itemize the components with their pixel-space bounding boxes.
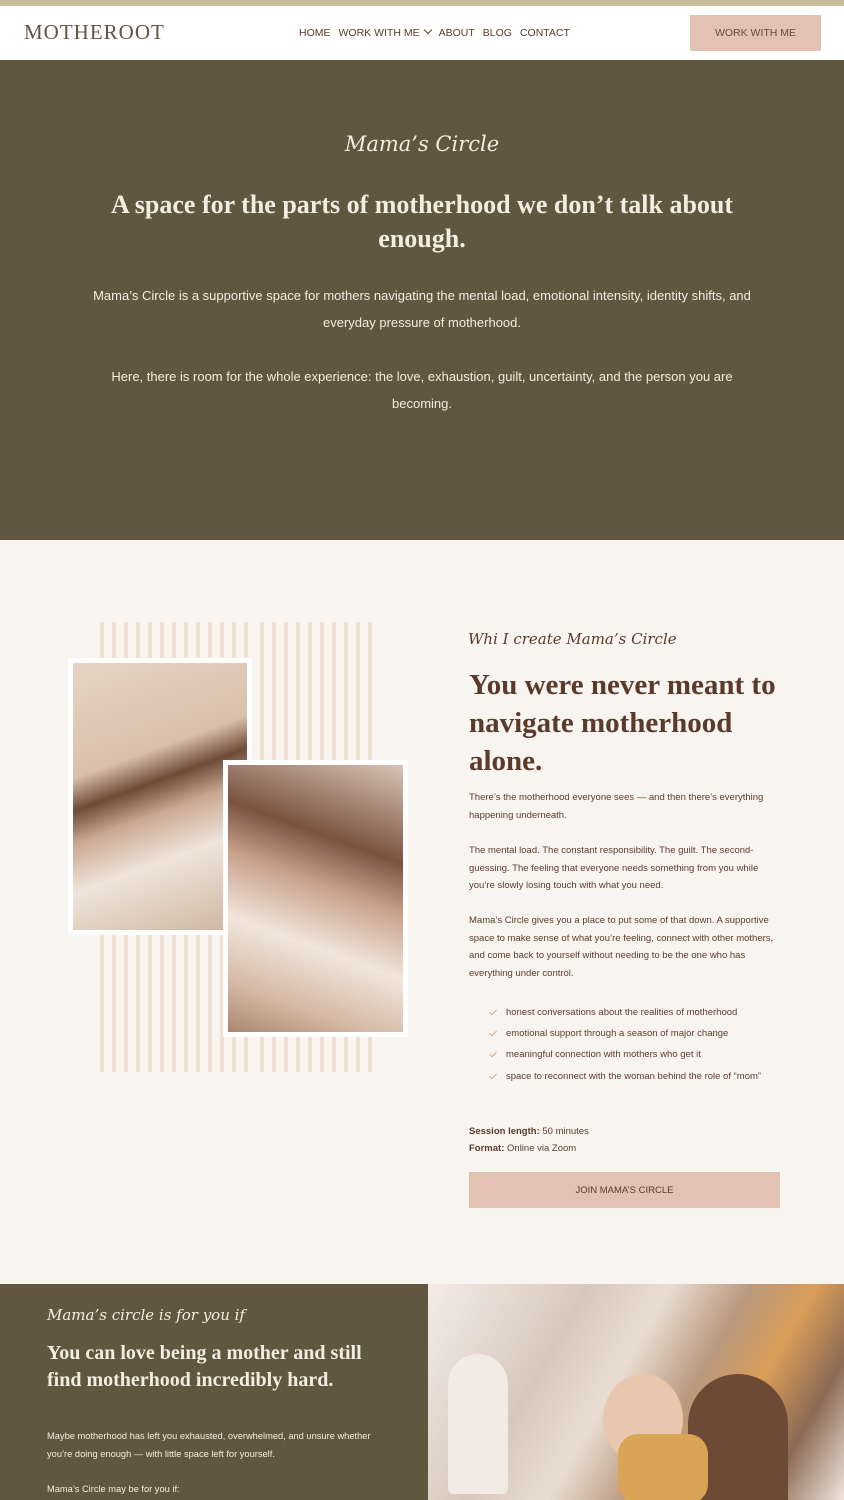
checkmark-icon [489,1071,497,1079]
benefits-list [489,1004,769,1089]
hero-script-heading: Mama’s Circle [344,132,500,156]
list-item: honest conversations about the realities of motherhood [489,1004,769,1021]
join-mamas-circle-button[interactable]: JOIN MAMA’S CIRCLE [469,1172,780,1208]
nav-item-home[interactable]: HOME [299,27,331,39]
hero-paragraph-2: Here, there is room for the whole experience: the love, exhaustion, guilt, uncertainty, and the person you are becoming. [111,369,733,411]
for-you-title: You can love being a mother and still find motherhood incredibly hard. [47,1342,362,1391]
photo-collage [68,622,408,1072]
hero-paragraph-1: Mama’s Circle is a supportive space for mothers navigating the mental load, emotional intensity, identity shifts, and everyday pressure of motherhood. [93,288,751,330]
mother-and-baby-photo [223,760,408,1037]
why-paragraph-3: Mama’s Circle gives you a place to put some of that down. A supportive space to make sense of what you’re feeling, connect with other mothers, and come back to yourself without needing to be the one who has everything under control. [469,915,774,979]
nav-item-work-with-me[interactable] [339,27,431,39]
checkmark-icon [489,1050,497,1058]
list-item: meaningful connection with mothers who get it [489,1046,769,1063]
site-header [0,6,844,60]
header-work-with-me-button[interactable]: WORK WITH ME [690,15,821,51]
nav-item-work-with-me-label: WORK WITH ME [338,27,420,39]
for-you-paragraph-1: Maybe motherhood has left you exhausted, overwhelmed, and unsure whether you’re doing enough — with little space left for yourself. [47,1431,371,1459]
session-format: Format: Online via Zoom [469,1143,577,1154]
nav-item-blog[interactable]: BLOG [482,27,512,39]
session-length: Session length: 50 minutes [469,1126,589,1137]
hero-section [0,60,844,540]
site-logo[interactable]: MOTHEROOT [24,20,165,44]
nav-item-contact[interactable]: CONTACT [519,27,570,39]
mother-kissing-baby-photo [428,1284,844,1500]
list-item: emotional support through a season of major change [489,1025,769,1042]
why-paragraph-2: The mental load. The constant responsibility. The guilt. The second-guessing. The feeling that everyone needs something from you while you’re slowly losing touch with what you need. [469,845,759,892]
why-paragraph-1: There’s the motherhood everyone sees — and then there’s everything happening underneath. [469,792,764,821]
main-nav [299,27,578,39]
checkmark-icon [489,1029,497,1037]
hero-wave-divider [0,515,844,545]
list-item: space to reconnect with the woman behind the role of “mom” [489,1068,769,1085]
nav-item-about[interactable]: ABOUT [438,27,475,39]
checkmark-icon [489,1008,497,1016]
why-title: You were never meant to navigate motherhood alone. [469,669,776,777]
why-script-heading: Whi I create Mama’s Circle [468,630,677,648]
hero-title: A space for the parts of motherhood we don’t talk about enough. [110,190,734,253]
for-you-script-heading: Mama’s circle is for you if [47,1306,245,1324]
chevron-down-icon [423,26,431,34]
for-you-paragraph-2: Mama’s Circle may be for you if: [47,1484,180,1494]
